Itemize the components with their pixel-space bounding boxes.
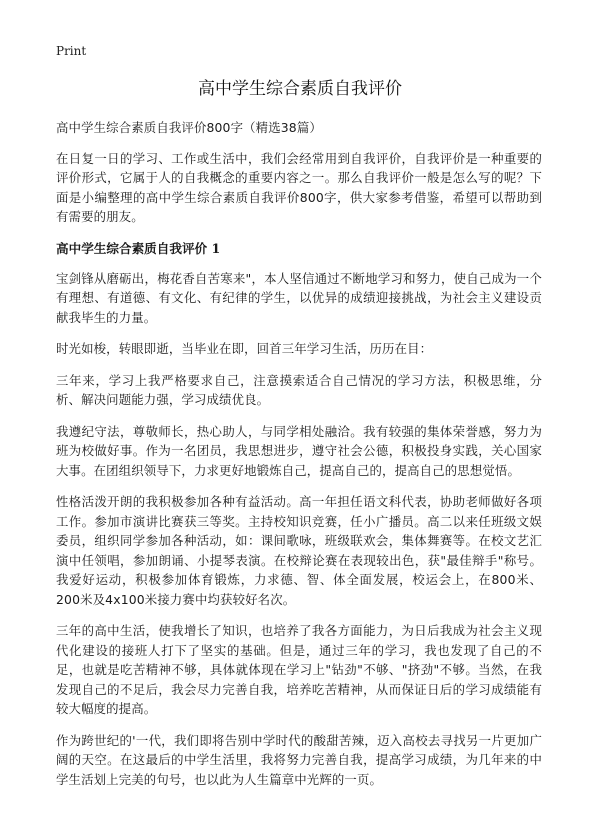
body-paragraph-6: 三年的高中生活，使我增长了知识，也培养了我各方面能力，为日后我成为社会主义现代化建设的接班人打下了坚实的基础。但是，通过三年的学习，我也发现了自己的不足，也就是吃苦精神不够，具体就体现在学习上"钻劲"不够、"挤劲"不够。当然，在我发现自己的不足后，我会尽力完善自我，培养吃苦精神，从而保证日后的学习成绩能有较大幅度的提高。 — [56, 623, 542, 716]
body-paragraph-5: 性格活泼开朗的我积极参加各种有益活动。高一年担任语文科代表，协助老师做好各项工作。参加市演讲比赛获三等奖。主持校知识竞赛，任小广播员。高二以来任班级文娱委员，组织同学参加各种活动，如：课间歌咏，班级联欢会，集体舞赛等。在校文艺汇演中任领唱，参加朗诵、小提琴表演。在校辩论赛在表现较出色，获"最佳辩手"称号。我爱好运动，积极参加体育锻炼，力求德、智、体全面发展，校运会上，在800米、200米及4x100米接力赛中均获较好名次。 — [56, 494, 542, 607]
body-paragraph-4: 我遵纪守法，尊敬师长，热心助人，与同学相处融洽。我有较强的集体荣誉感，努力为班为校做好事。作为一名团员，我思想进步，遵守社会公德，积极投身实践，关心国家大事。在团组织领导下，力求更好地锻炼自己，提高自己的，提高自己的思想觉悟。 — [56, 423, 542, 478]
body-paragraph-2: 时光如梭，转眼即逝，当毕业在即，回首三年学习生活，历历在目： — [56, 341, 433, 356]
section-heading: 高中学生综合素质自我评价 1 — [56, 240, 221, 256]
body-paragraph-1: 宝剑锋从磨砺出，梅花香自苦寒来"，本人坚信通过不断地学习和努力，使自己成为一个有理想、有道德、有文化、有纪律的学生，以优异的成绩迎接挑战，为社会主义建设贡献我毕生的力量。 — [56, 270, 542, 325]
body-paragraph-3: 三年来，学习上我严格要求自己，注意摸索适合自己情况的学习方法，积极思维，分析、解决问题能力强，学习成绩优良。 — [56, 372, 542, 407]
page-title: 高中学生综合素质自我评价 — [198, 79, 402, 99]
article-subtitle: 高中学生综合素质自我评价800字（精选38篇） — [56, 120, 322, 135]
body-paragraph-7: 作为跨世纪的'一代，我们即将告别中学时代的酸甜苦辣，迈入高校去寻找另一片更加广阔的天空。在这最后的中学生活里，我将努力完善自我，提高学习成绩，为几年来的中学生活划上完美的句号，也以此为人生篇章中光辉的一页。 — [56, 732, 542, 787]
intro-paragraph: 在日复一日的学习、工作或生活中，我们会经常用到自我评价，自我评价是一种重要的评价形式，它属于人的自我概念的重要内容之一。那么自我评价一般是怎么写的呢？下面是小编整理的高中学生综合素质自我评价800字，供大家参考借鉴，希望可以帮助到有需要的朋友。 — [56, 150, 542, 224]
print-link[interactable]: Print — [56, 44, 87, 58]
article-body — [56, 118, 542, 801]
